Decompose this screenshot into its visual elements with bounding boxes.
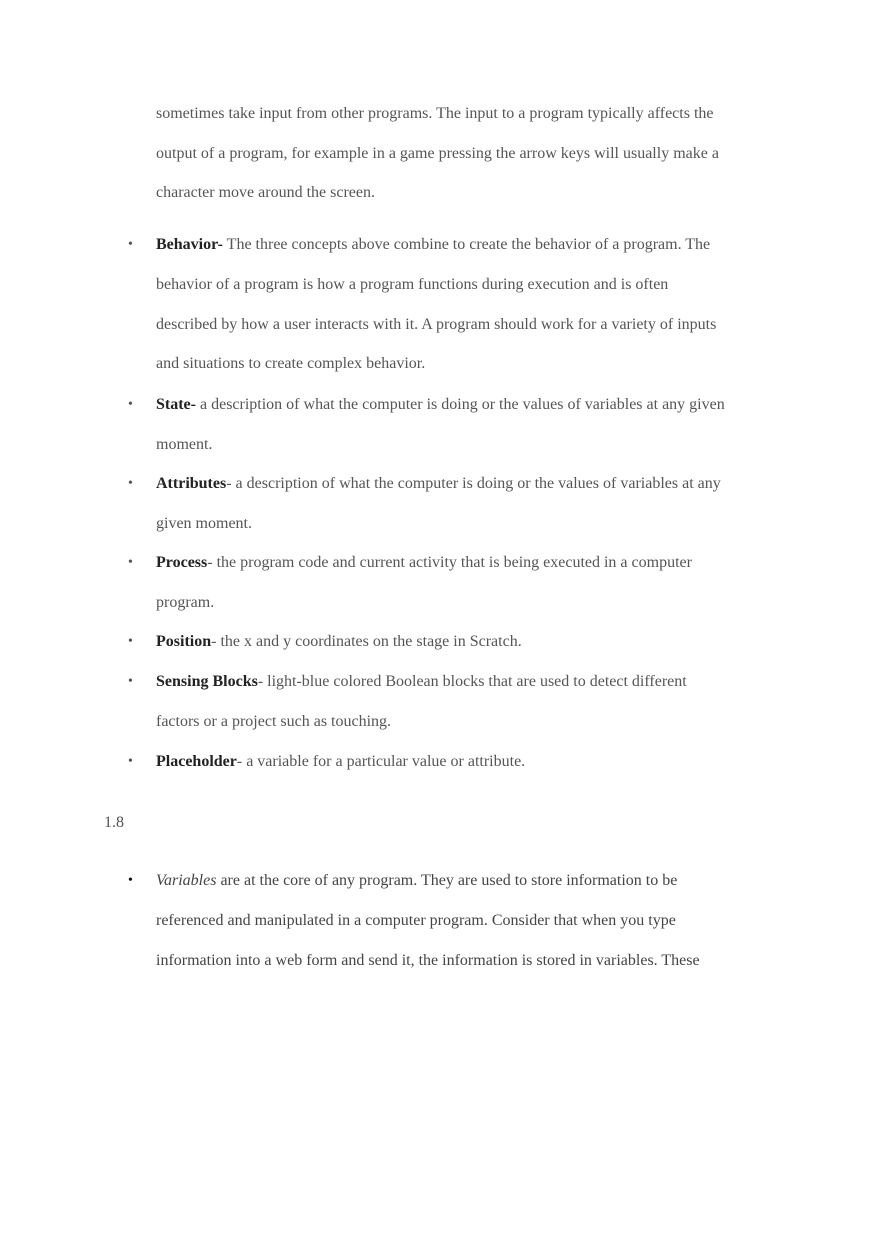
bullet-icon: • <box>128 397 133 412</box>
term-state: State- <box>156 396 196 413</box>
bullet-icon: • <box>128 873 133 888</box>
intro-line-3: character move around the screen. <box>156 184 375 201</box>
definition-state-line-2: moment. <box>156 436 213 453</box>
bullet-icon: • <box>128 634 133 649</box>
definition-position <box>156 632 522 652</box>
definition-behavior <box>156 235 710 255</box>
definition-text: - a variable for a particular value or attribute. <box>236 753 526 770</box>
term-variables: Variables <box>156 872 217 889</box>
definition-text: a description of what the computer is doing or the values of variables at any given <box>195 396 725 413</box>
term-position: Position <box>156 633 212 650</box>
bullet-icon: • <box>128 754 133 769</box>
definition-state <box>156 395 725 415</box>
definition-behavior-line-3: described by how a user interacts with it. A program should work for a variety of inputs <box>156 316 717 333</box>
section-number: 1.8 <box>104 814 124 831</box>
bullet-icon: • <box>128 674 133 689</box>
term-placeholder: Placeholder <box>156 753 237 770</box>
section-item-variables <box>156 871 677 891</box>
definition-behavior-line-4: and situations to create complex behavior. <box>156 355 426 372</box>
bullet-icon: • <box>128 237 133 252</box>
section-item-line-2: referenced and manipulated in a computer program. Consider that when you type <box>156 912 676 929</box>
definition-attributes <box>156 474 721 494</box>
definition-process-line-2: program. <box>156 594 215 611</box>
definition-attributes-line-2: given moment. <box>156 515 252 532</box>
intro-line-2: output of a program, for example in a game pressing the arrow keys will usually make a <box>156 145 719 162</box>
bullet-icon: • <box>128 476 133 491</box>
term-behavior: Behavior- <box>156 236 223 253</box>
definition-text: - light-blue colored Boolean blocks that are used to detect different <box>257 673 687 690</box>
term-attributes: Attributes <box>156 475 227 492</box>
bullet-icon: • <box>128 555 133 570</box>
definition-sensing-blocks <box>156 672 687 692</box>
section-item-text: are at the core of any program. They are used to store information to be <box>216 872 678 889</box>
definition-text: The three concepts above combine to create the behavior of a program. The <box>222 236 711 253</box>
definition-text: - a description of what the computer is doing or the values of variables at any <box>226 475 721 492</box>
definition-text: - the x and y coordinates on the stage in Scratch. <box>211 633 522 650</box>
term-sensing-blocks: Sensing Blocks <box>156 673 258 690</box>
definition-placeholder <box>156 752 525 772</box>
definition-process <box>156 553 692 573</box>
term-process: Process <box>156 554 208 571</box>
section-item-line-3: information into a web form and send it, the information is stored in variables. These <box>156 952 700 969</box>
definition-text: - the program code and current activity that is being executed in a computer <box>207 554 692 571</box>
definition-behavior-line-2: behavior of a program is how a program functions during execution and is often <box>156 276 669 293</box>
intro-line-1: sometimes take input from other programs. The input to a program typically affects the <box>156 105 714 122</box>
definition-sensing-blocks-line-2: factors or a project such as touching. <box>156 713 392 730</box>
